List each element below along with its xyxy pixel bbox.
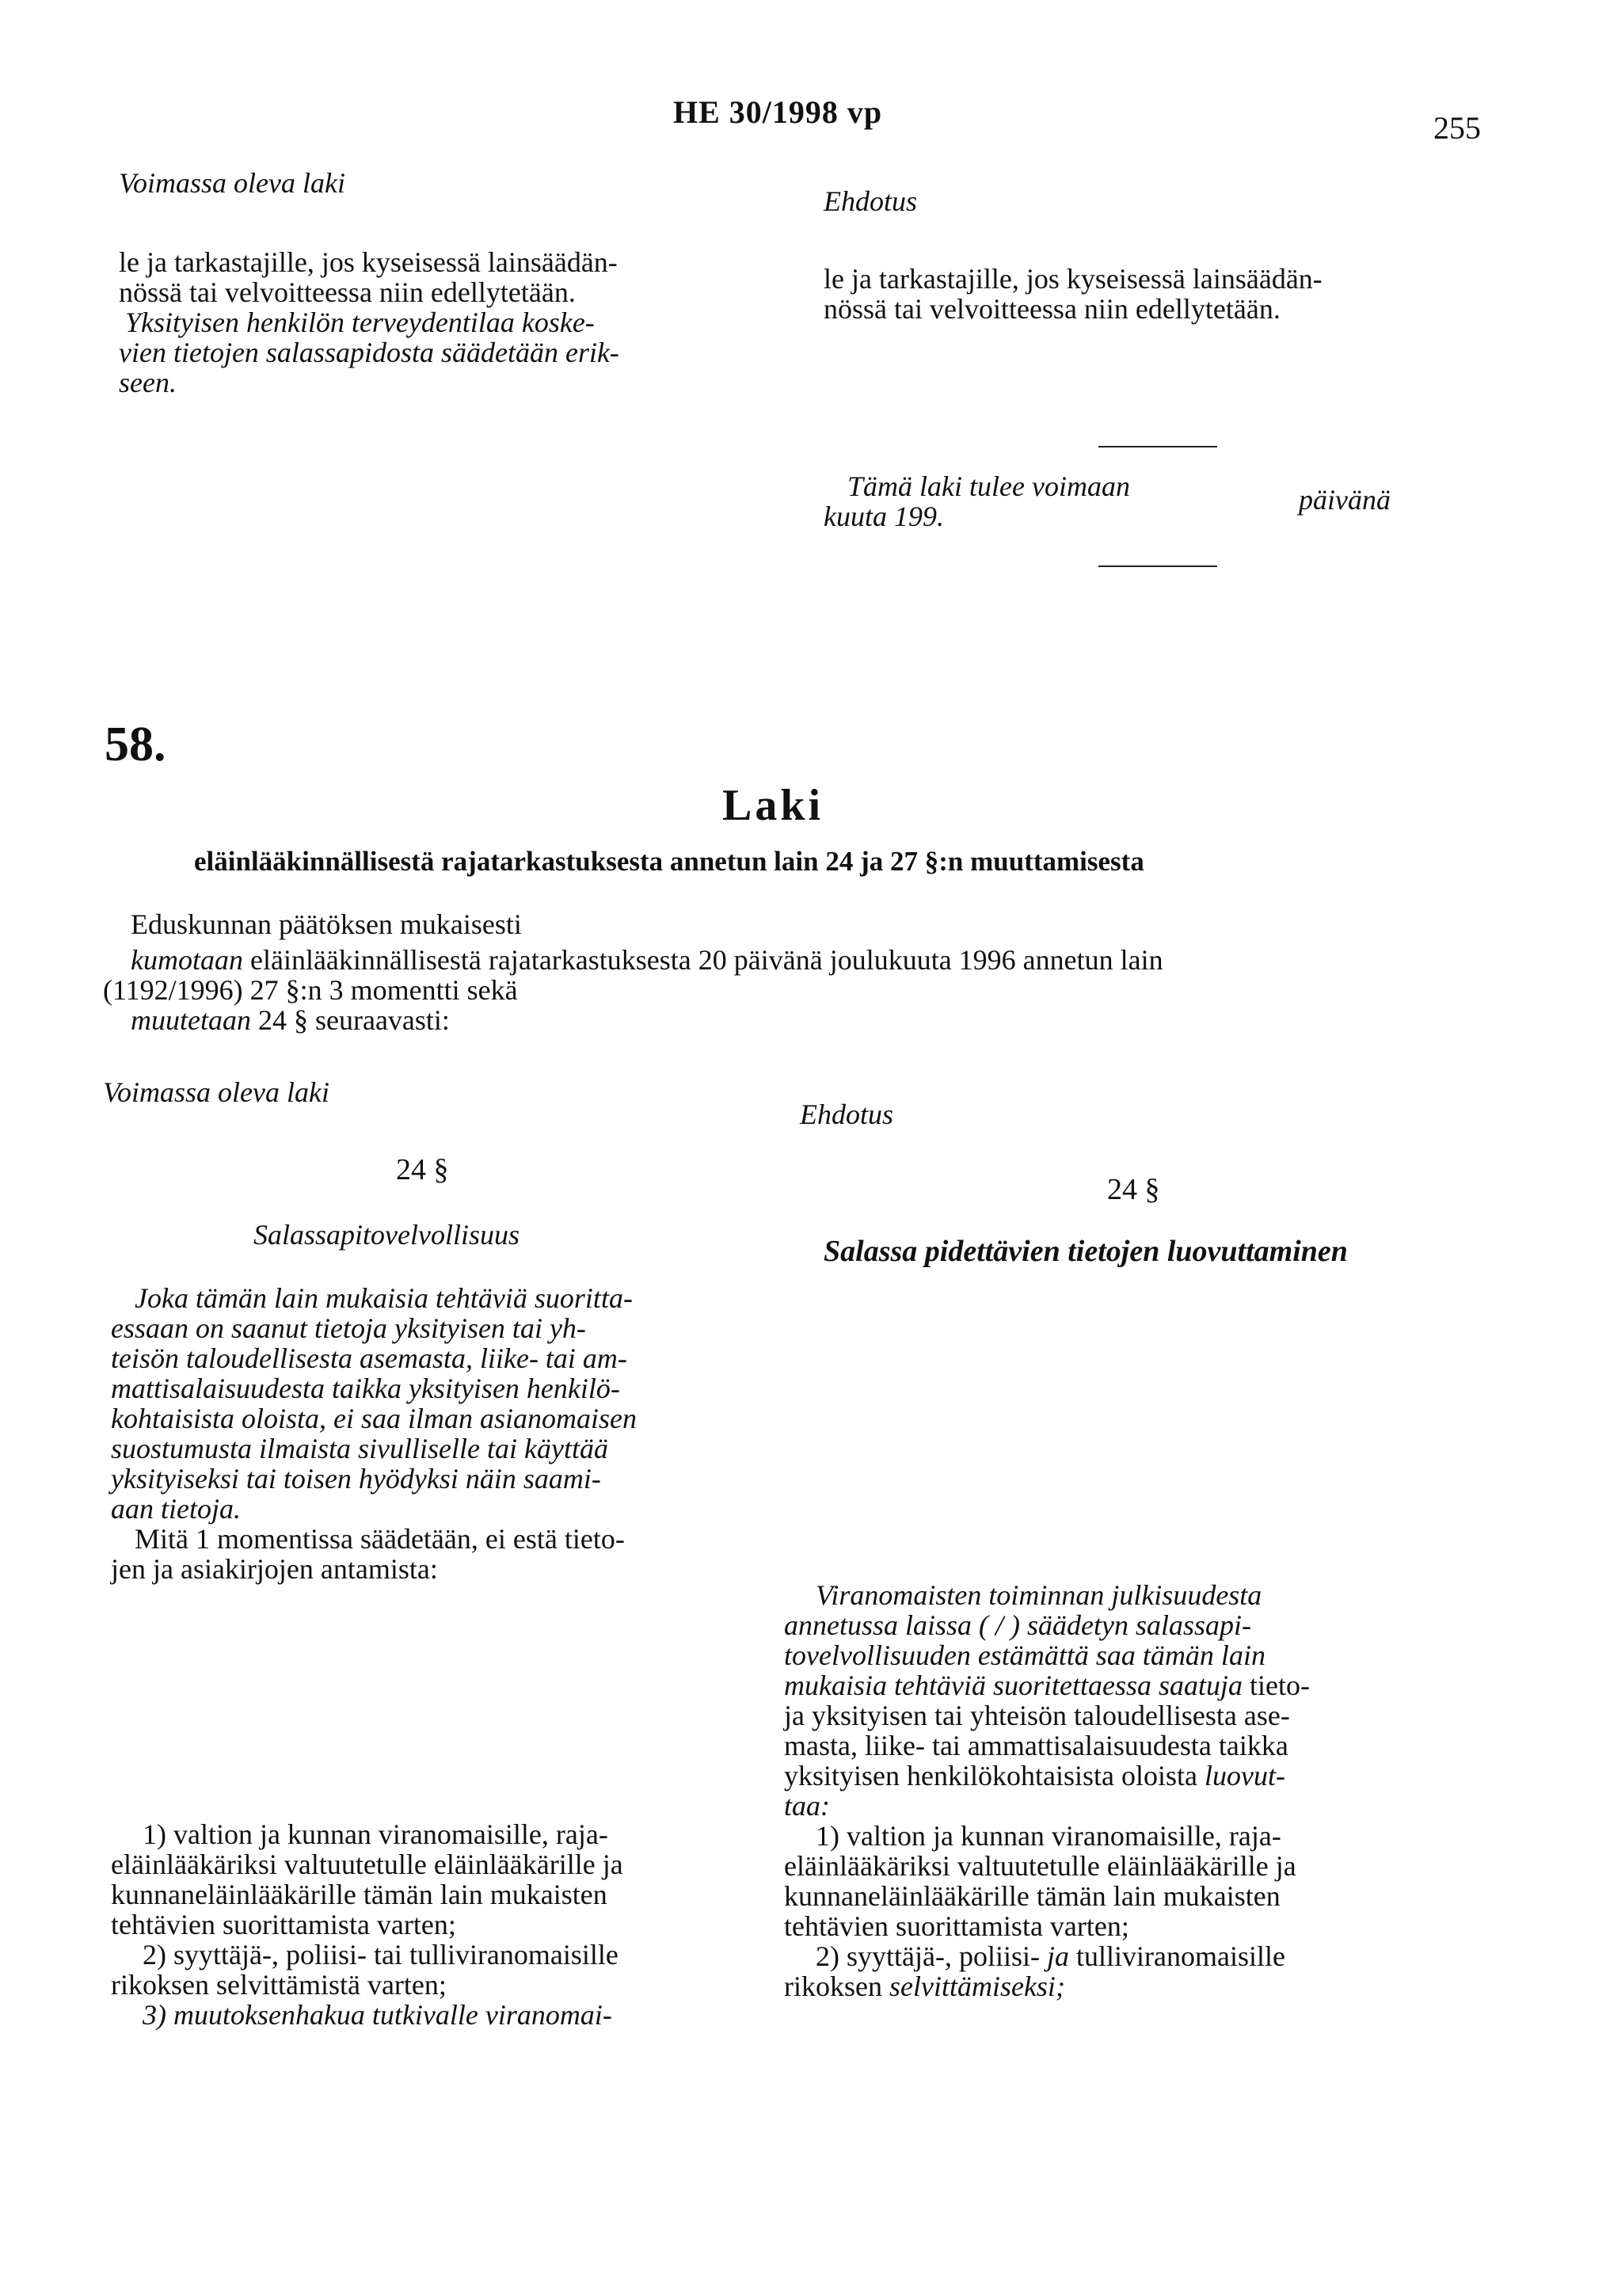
text-line: kohtaisista oloista, ei saa ilman asianomaisen bbox=[111, 1403, 637, 1434]
enactment-body bbox=[103, 945, 1497, 1035]
text-line: le ja tarkastajille, jos kyseisessä lainsäädän- bbox=[824, 263, 1322, 295]
effective-date-word: päivänä bbox=[1299, 484, 1391, 516]
text-line: nössä tai velvoitteessa niin edellytetään. bbox=[824, 293, 1281, 325]
text-line: taa: bbox=[784, 1790, 830, 1822]
law-subtitle: eläinlääkinnällisestä rajatarkastuksesta annetun lain 24 ja 27 §:n muuttamisesta bbox=[194, 846, 1144, 877]
text-line: tovelvollisuuden estämättä saa tämän lain bbox=[784, 1639, 1265, 1671]
text-line: yksityiseksi tai toisen hyödyksi näin saami- bbox=[111, 1463, 601, 1494]
text-line: jen ja asiakirjojen antamista: bbox=[111, 1553, 438, 1585]
text-line: eläinlääkäriksi valtuutetulle eläinlääkärille ja bbox=[784, 1850, 1296, 1882]
text-line: Joka tämän lain mukaisia tehtäviä suoritta- bbox=[135, 1282, 633, 1314]
keyword-muutetaan: muutetaan bbox=[131, 1004, 251, 1036]
current-law-text bbox=[119, 247, 760, 398]
text-line bbox=[784, 1761, 1465, 1791]
text-line: Mitä 1 momentissa säädetään, ei estä tieto- bbox=[135, 1523, 625, 1555]
proposal-text bbox=[824, 264, 1481, 324]
text-line: 1) valtion ja kunnan viranomaisille, raja- bbox=[816, 1820, 1281, 1852]
text-line: seen. bbox=[119, 367, 177, 398]
text-line: nössä tai velvoitteessa niin edellytetään. bbox=[119, 276, 576, 308]
text-line: essaan on saanut tietoja yksityisen tai yh- bbox=[111, 1312, 586, 1344]
list-item: kunnaneläinlääkärille tämän lain mukaisten bbox=[111, 1879, 607, 1910]
text-line: teisön taloudellisesta asemasta, liike- tai am- bbox=[111, 1342, 627, 1374]
page-number: 255 bbox=[1433, 110, 1481, 146]
text-line: Viranomaisten toiminnan julkisuudesta bbox=[816, 1579, 1262, 1611]
paragraph-number-proposal: 24 § bbox=[1107, 1173, 1160, 1206]
text-span: 2) syyttäjä-, poliisi- bbox=[816, 1940, 1040, 1972]
divider-rule bbox=[1098, 565, 1217, 567]
text-line: masta, liike- tai ammattisalaisuudesta taikka bbox=[784, 1730, 1288, 1761]
text-span: tulliviranomaisille bbox=[1075, 1940, 1285, 1972]
text-line bbox=[784, 1971, 1465, 2001]
text-line: ja yksityisen tai yhteisön taloudellisesta ase- bbox=[784, 1700, 1290, 1731]
text-span: rikoksen bbox=[784, 1970, 882, 2002]
text-line: (1192/1996) 27 §:n 3 momentti sekä bbox=[103, 974, 518, 1006]
text-line: tehtävien suorittamista varten; bbox=[784, 1910, 1129, 1942]
text-line bbox=[103, 945, 1497, 975]
section-number: 58. bbox=[105, 718, 166, 771]
text-line: vien tietojen salassapidosta säädetään erik- bbox=[119, 337, 619, 368]
section-heading-proposal: Salassa pidettävien tietojen luovuttaminen bbox=[824, 1235, 1348, 1268]
text-span: mukaisia tehtäviä suoritettaessa saatuja bbox=[784, 1670, 1243, 1701]
text-line: Tämä laki tulee voimaan bbox=[847, 470, 1130, 502]
text-line: kuuta 199. bbox=[824, 501, 944, 532]
text-line: le ja tarkastajille, jos kyseisessä lainsäädän- bbox=[119, 246, 618, 278]
text-span: selvittämiseksi; bbox=[889, 1970, 1065, 2002]
proposal-body bbox=[784, 1580, 1465, 2001]
text-line bbox=[784, 1941, 1465, 1971]
page-header: HE 30/1998 vp bbox=[673, 94, 883, 130]
text-span: yksityisen henkilökohtaisista oloista bbox=[784, 1760, 1197, 1791]
text-span: eläinlääkinnällisestä rajatarkastuksesta 20 päivänä joulukuuta 1996 annetun lain bbox=[249, 944, 1163, 976]
column-head-proposal: Ehdotus bbox=[800, 1099, 894, 1130]
list-item: eläinlääkäriksi valtuutetulle eläinlääkärille ja bbox=[111, 1849, 623, 1880]
column-head-proposal: Ehdotus bbox=[824, 185, 918, 217]
text-line bbox=[103, 1005, 1497, 1035]
current-law-body bbox=[111, 1283, 768, 1584]
list-item: 2) syyttäjä-, poliisi- tai tulliviranomaisille bbox=[143, 1939, 618, 1970]
text-line bbox=[784, 1670, 1465, 1700]
text-span: luovut- bbox=[1204, 1760, 1285, 1791]
text-line: annetussa laissa ( / ) säädetyn salassapi- bbox=[784, 1609, 1251, 1641]
text-line: suostumusta ilmaista sivulliselle tai käyttää bbox=[111, 1433, 608, 1464]
keyword-kumotaan: kumotaan bbox=[131, 944, 243, 976]
divider-rule bbox=[1098, 446, 1217, 447]
text-line: mattisalaisuudesta taikka yksityisen henkilö- bbox=[111, 1373, 620, 1404]
paragraph-number-current: 24 § bbox=[396, 1153, 449, 1186]
column-head-current-law: Voimassa oleva laki bbox=[103, 1076, 329, 1108]
list-item: 1) valtion ja kunnan viranomaisille, raja- bbox=[143, 1818, 608, 1850]
text-line: aan tietoja. bbox=[111, 1493, 241, 1525]
text-line: Yksityisen henkilön terveydentilaa koske- bbox=[125, 307, 595, 338]
text-line: kunnaneläinlääkärille tämän lain mukaisten bbox=[784, 1880, 1281, 1912]
section-heading-current: Salassapitovelvollisuus bbox=[253, 1219, 519, 1251]
enactment-line: Eduskunnan päätöksen mukaisesti bbox=[131, 908, 522, 940]
column-head-current-law: Voimassa oleva laki bbox=[119, 167, 345, 199]
text-span: tieto- bbox=[1249, 1670, 1310, 1701]
text-span: ja bbox=[1046, 1940, 1069, 1972]
text-span: 24 § seuraavasti: bbox=[257, 1004, 450, 1036]
law-title: Laki bbox=[722, 781, 824, 830]
list-item: rikoksen selvittämistä varten; bbox=[111, 1969, 447, 2001]
list-item: tehtävien suorittamista varten; bbox=[111, 1909, 456, 1940]
list-item: 3) muutoksenhakua tutkivalle viranomai- bbox=[143, 1999, 612, 2031]
current-law-list bbox=[111, 1819, 768, 2030]
